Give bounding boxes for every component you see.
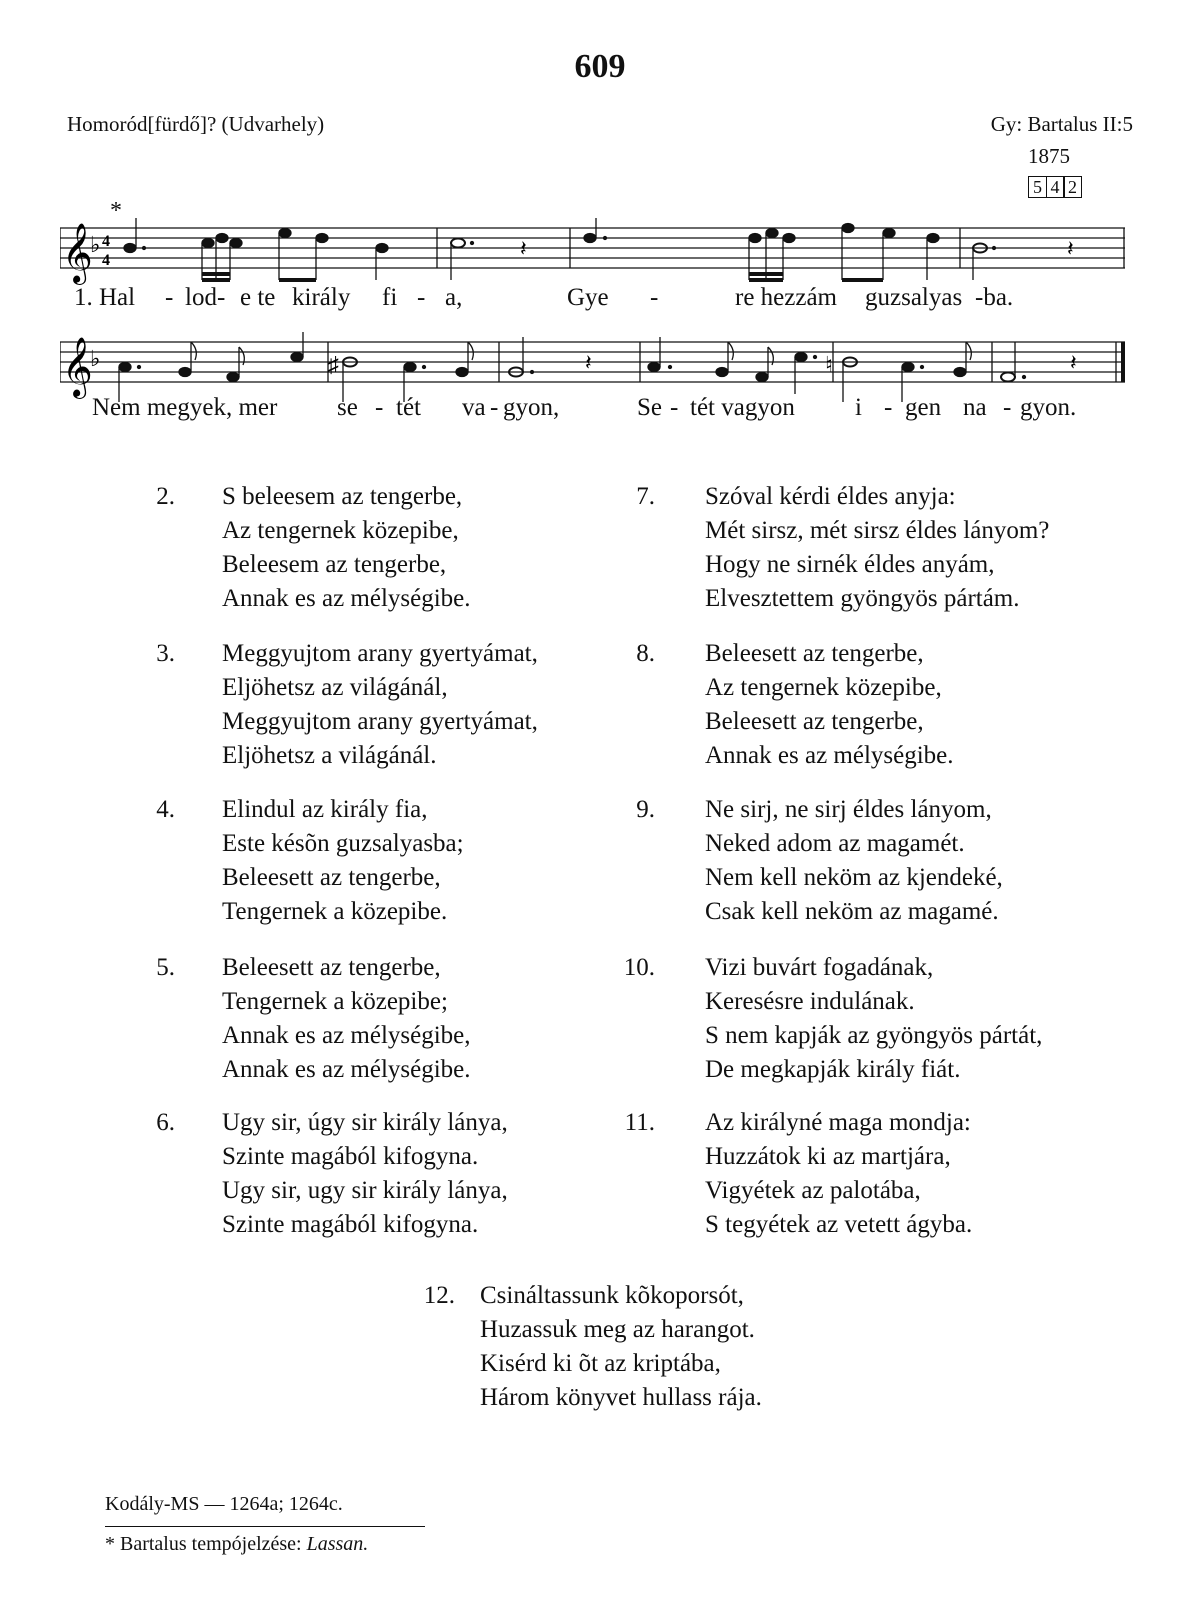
cadence-box: 2 <box>1063 176 1082 198</box>
verse-line: Ugy sir, ugy sir király lánya, <box>222 1177 508 1204</box>
lyric-syllable: fi <box>382 284 398 311</box>
svg-text:4: 4 <box>102 252 110 269</box>
lyric-syllable: i <box>855 394 862 421</box>
verse-line: Meggyujtom arany gyertyámat, <box>222 708 538 735</box>
lyric-syllable: Gye <box>567 284 609 311</box>
verse-line: Szóval kérdi éldes anyja: <box>705 483 956 510</box>
cadence-box: 5 <box>1028 176 1047 198</box>
verse-line: Az tengernek közepibe, <box>705 674 942 701</box>
cadence-boxes <box>1028 176 1081 198</box>
verse-line: Beleesem az tengerbe, <box>222 551 447 578</box>
verse-number: 6. <box>156 1109 175 1136</box>
verse-number: 4. <box>156 796 175 823</box>
lyric-syllable: re hezzám <box>735 284 838 311</box>
verse-4 <box>115 793 615 933</box>
verse-line: Tengernek a közepibe. <box>222 898 448 925</box>
cadence-box: 4 <box>1046 176 1065 198</box>
lyric-syllable: gyon, <box>503 394 560 421</box>
footnote <box>105 1533 368 1556</box>
treble-clef-icon: 𝄞 <box>62 225 93 282</box>
verse-number: 8. <box>636 640 655 667</box>
svg-text:♯: ♯ <box>328 352 339 377</box>
lyric-syllable: a, <box>445 284 463 311</box>
svg-text:♭: ♭ <box>90 346 101 371</box>
svg-text:𝄽: 𝄽 <box>585 350 592 375</box>
verse-7 <box>595 480 1155 620</box>
verse-5 <box>115 951 615 1091</box>
verse-9 <box>595 793 1155 933</box>
verse-line: Tengernek a közepibe; <box>222 988 448 1015</box>
verse-10 <box>595 951 1155 1091</box>
verse-line: S nem kapják az gyöngyös pártát, <box>705 1022 1043 1049</box>
kodaly-reference: Kodály-MS — 1264a; 1264c. <box>105 1493 343 1515</box>
verse-line: Csak kell neköm az magamé. <box>705 898 999 925</box>
verse-line: Vigyétek az palotába, <box>705 1177 921 1204</box>
verse-line: Huzassuk meg az harangot. <box>480 1316 755 1343</box>
svg-text:𝄽: 𝄽 <box>520 236 527 261</box>
svg-text:4: 4 <box>102 233 110 250</box>
lyric-syllable: Se <box>637 394 662 421</box>
verse-line: Beleesett az tengerbe, <box>222 864 441 891</box>
verse-2 <box>115 480 615 620</box>
lyric-syllable: e te <box>240 284 276 311</box>
verse-line: S tegyétek az vetett ágyba. <box>705 1211 973 1238</box>
verse-number: 9. <box>636 796 655 823</box>
footnote-text: * Bartalus tempójelzése: <box>105 1533 307 1555</box>
page-number: 609 <box>574 48 626 85</box>
lyric-syllable: gyon. <box>1020 394 1077 421</box>
footnote-tempo: Lassan. <box>306 1533 369 1555</box>
lyric-syllable: tét vagyon <box>690 394 795 421</box>
collection-year: 1875 <box>1028 144 1070 168</box>
lyric-syllable: va <box>462 394 486 421</box>
verse-line: Beleesett az tengerbe, <box>705 640 924 667</box>
lyric-syllable: - <box>884 394 893 421</box>
lyric-syllable: na <box>963 394 987 421</box>
verse-8 <box>595 637 1155 777</box>
footnote-rule <box>105 1526 425 1527</box>
verse-line: Nem kell neköm az kjendeké, <box>705 864 1003 891</box>
svg-text:𝄽: 𝄽 <box>1070 350 1077 375</box>
lyric-syllable: - <box>375 394 384 421</box>
lyric-syllable: - <box>670 394 679 421</box>
verse-line: Elvesztettem gyöngyös pártám. <box>705 585 1020 612</box>
verse-line: Az tengernek közepibe, <box>222 517 459 544</box>
lyric-syllable: - <box>490 394 499 421</box>
lyric-syllable: - <box>650 284 659 311</box>
lyric-syllable: tét <box>396 394 421 421</box>
lyric-syllable: - <box>1003 394 1012 421</box>
verse-line: S beleesem az tengerbe, <box>222 483 463 510</box>
verse-line: Annak es az mélységibe. <box>705 742 954 769</box>
lyric-syllable: 1. Hal <box>74 284 136 311</box>
verse-number: 11. <box>624 1109 655 1136</box>
lyric-syllable: guzsalyas <box>865 284 963 311</box>
verse-number: 12. <box>423 1282 455 1309</box>
verse-number: 7. <box>636 483 655 510</box>
verse-line: Este késõn guzsalyasba; <box>222 830 464 857</box>
verse-line: Meggyujtom arany gyertyámat, <box>222 640 538 667</box>
verse-line: Ugy sir, úgy sir király lánya, <box>222 1109 508 1136</box>
footnote-mark: * <box>110 198 122 224</box>
lyric-syllable: se <box>337 394 358 421</box>
verse-line: Szinte magából kifogyna. <box>222 1211 479 1238</box>
verse-line: Hogy ne sirnék éldes anyám, <box>705 551 995 578</box>
verse-6 <box>115 1106 615 1246</box>
verse-line: Elindul az király fia, <box>222 796 428 823</box>
verse-line: Az királyné maga mondja: <box>705 1109 971 1136</box>
verse-number: 2. <box>156 483 175 510</box>
svg-text:♮: ♮ <box>825 352 833 377</box>
lyric-line-2 <box>0 394 1200 426</box>
verse-line: Vizi buvárt fogadának, <box>705 954 934 981</box>
verse-line: Huzzátok ki az martjára, <box>705 1143 951 1170</box>
svg-text:♭: ♭ <box>90 232 101 257</box>
verse-line: Mét sirsz, mét sirsz éldes lányom? <box>705 517 1050 544</box>
lyric-syllable: - <box>165 284 174 311</box>
verse-line: Annak es az mélységibe. <box>222 585 471 612</box>
lyric-syllable: Nem megyek, mer <box>92 394 278 421</box>
verse-3 <box>115 637 615 777</box>
verse-line: Keresésre indulának. <box>705 988 915 1015</box>
lyric-syllable: gen <box>905 394 942 421</box>
lyric-line-1 <box>0 284 1200 316</box>
verse-number: 5. <box>156 954 175 981</box>
lyric-syllable: -ba. <box>975 284 1014 311</box>
verse-line: Annak es az mélységibe, <box>222 1022 471 1049</box>
verse-12 <box>395 1279 895 1419</box>
verse-line: Csináltassunk kõkoporsót, <box>480 1282 744 1309</box>
treble-clef-icon: 𝄞 <box>62 339 93 396</box>
verse-11 <box>595 1106 1155 1246</box>
verse-line: Három könyvet hullass rája. <box>480 1384 762 1411</box>
verse-number: 3. <box>156 640 175 667</box>
lyric-syllable: lod- <box>185 284 226 311</box>
verse-line: Kisérd ki õt az kriptába, <box>480 1350 721 1377</box>
verse-line: Ne sirj, ne sirj éldes lányom, <box>705 796 992 823</box>
verse-line: Beleesett az tengerbe, <box>222 954 441 981</box>
verse-line: Eljöhetsz a világánál. <box>222 742 437 769</box>
svg-text:𝄽: 𝄽 <box>1067 236 1074 261</box>
verse-line: De megkapják király fiát. <box>705 1056 961 1083</box>
verse-line: Eljöhetsz az világánál, <box>222 674 448 701</box>
lyric-syllable: - <box>417 284 426 311</box>
place-of-collection: Homoród[fürdő]? (Udvarhely) <box>67 112 325 136</box>
verse-line: Beleesett az tengerbe, <box>705 708 924 735</box>
source-reference: Gy: Bartalus II:5 <box>990 112 1133 136</box>
verse-line: Szinte magából kifogyna. <box>222 1143 479 1170</box>
lyric-syllable: király <box>292 284 351 311</box>
verse-line: Neked adom az magamét. <box>705 830 965 857</box>
verse-line: Annak es az mélységibe. <box>222 1056 471 1083</box>
verse-number: 10. <box>623 954 655 981</box>
